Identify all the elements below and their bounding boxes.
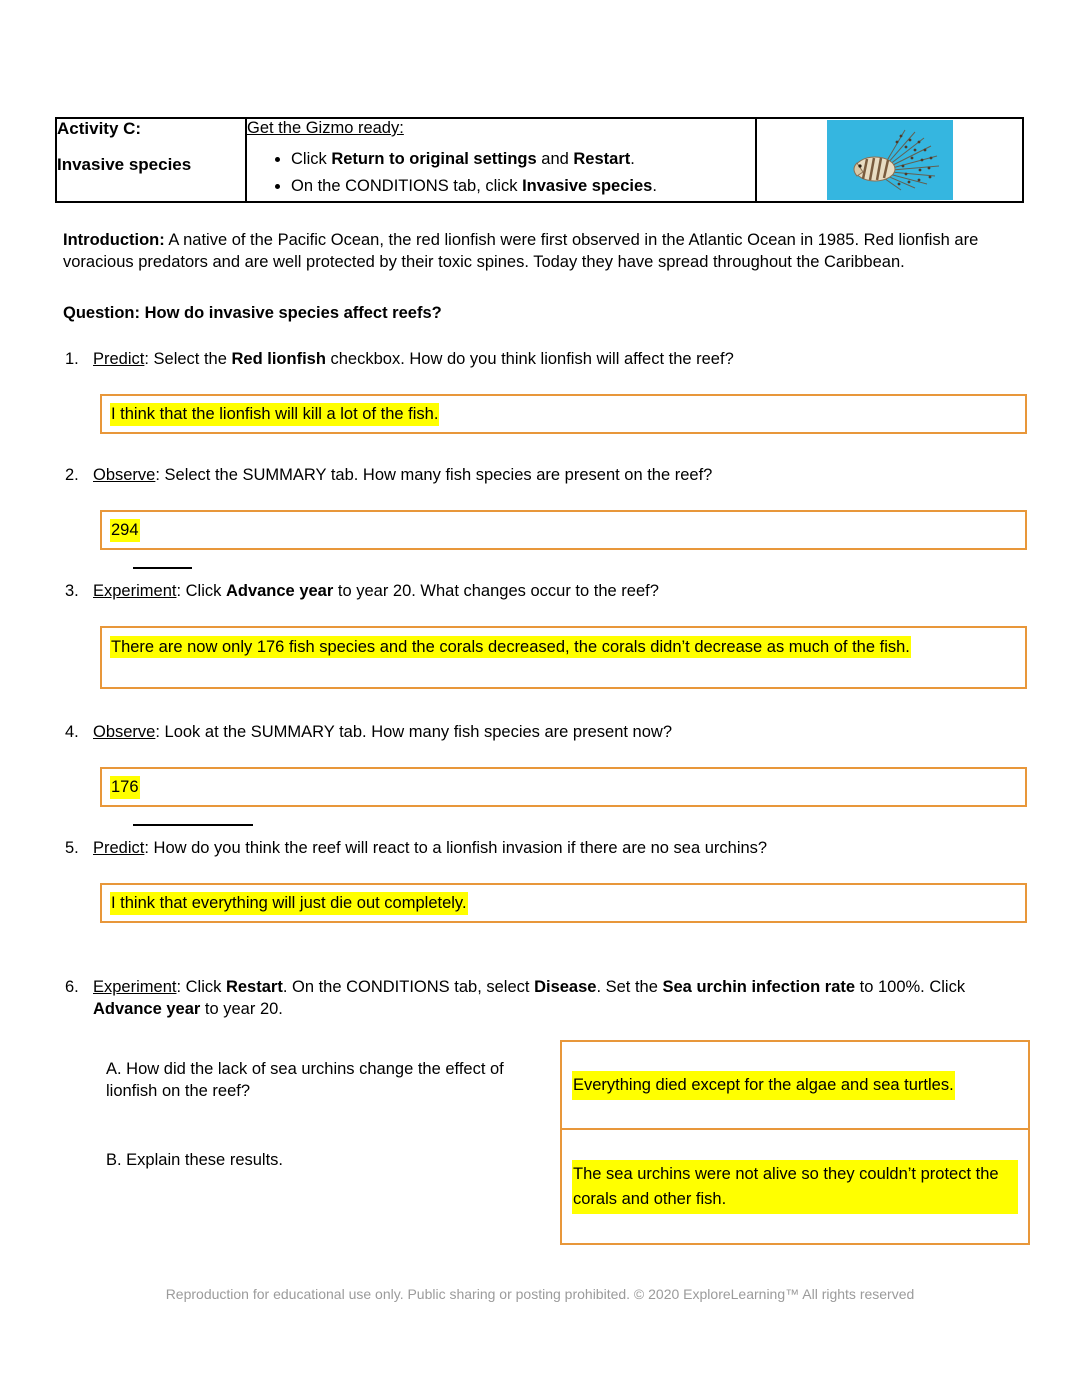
followup-question-a: A. How did the lack of sea urchins change the effect of lionfish on the reef? <box>106 1060 504 1100</box>
followup-questions <box>55 1040 560 1245</box>
answer-3-text: There are now only 176 fish species and the corals decreased, the corals didn’t decrease as much of the fish. <box>111 638 910 656</box>
item-1-number: 1. <box>65 350 79 368</box>
answer-box-5[interactable] <box>100 883 1027 923</box>
item-6-prompt: 6. Experiment: Click Restart. On the CONDITIONS tab, select Disease. Set the Sea urchin infection rate to 100%. Click Advance year to year 20. <box>65 978 966 1018</box>
followup-section <box>55 1040 1080 1245</box>
answer-5-text: I think that everything will just die out completely. <box>110 892 468 915</box>
answer-box-1[interactable] <box>100 394 1027 434</box>
copyright-footer: Reproduction for educational use only. Public sharing or posting prohibited. © 2020 ExploreLearning™ All rights reserved <box>165 1286 915 1302</box>
followup-answer-a-text: Everything died except for the algae and sea turtles. <box>572 1071 955 1100</box>
followup-answers <box>560 1040 1030 1245</box>
blank-underline-1 <box>133 566 192 569</box>
item-3-number: 3. <box>65 582 79 600</box>
item-3-prompt: 3. Experiment: Click Advance year to year 20. What changes occur to the reef? <box>65 582 659 600</box>
item-2-prompt: 2. Observe: Select the SUMMARY tab. How many fish species are present on the reef? <box>65 466 713 484</box>
gizmo-ready-cell <box>246 118 756 202</box>
followup-answer-box-b[interactable] <box>560 1128 1030 1245</box>
item-5-prompt: 5. Predict: How do you think the reef will react to a lionfish invasion if there are no sea urchins? <box>65 839 768 857</box>
gizmo-ready-table <box>55 117 1024 203</box>
followup-answer-b-text: The sea urchins were not alive so they couldn’t protect the corals and other fish. <box>572 1160 1018 1214</box>
answer-4-text: 176 <box>110 776 140 799</box>
item-4-prompt: 4. Observe: Look at the SUMMARY tab. How many fish species are present now? <box>65 723 672 741</box>
answer-1-text: I think that the lionfish will kill a lot of the fish. <box>110 403 439 426</box>
gizmo-bullet-1: • Click Return to original settings and Restart. <box>291 147 755 171</box>
followup-question-b: B. Explain these results. <box>106 1151 284 1169</box>
item-6-number: 6. <box>65 978 79 996</box>
answer-box-2[interactable] <box>100 510 1027 550</box>
photo-cell <box>756 118 1023 202</box>
gizmo-bullet-2: • On the CONDITIONS tab, click Invasive species. <box>291 174 755 198</box>
answer-box-3[interactable] <box>100 626 1027 689</box>
followup-answer-box-a[interactable] <box>560 1040 1030 1130</box>
gizmo-ready-bullets <box>247 147 755 198</box>
intro-paragraph: Introduction: A native of the Pacific Ocean, the red lionfish were first observed in the Atlantic Ocean in 1985. Red lionfish are voracious predators and are well protected by their toxic spines. Today they have spread throughout the Caribbean. <box>63 231 979 271</box>
gizmo-ready-title: Get the Gizmo ready: <box>247 119 404 137</box>
item-1-prompt: 1. Predict: Select the Red lionfish checkbox. How do you think lionfish will affect the reef? <box>65 350 734 368</box>
item-5-number: 5. <box>65 839 79 857</box>
item-4-number: 4. <box>65 723 79 741</box>
answer-2-text: 294 <box>110 519 140 542</box>
blank-underline-2 <box>133 823 253 826</box>
answer-box-4[interactable] <box>100 767 1027 807</box>
lionfish-photo <box>827 120 953 200</box>
question-heading: Question: How do invasive species affect reefs? <box>63 304 442 322</box>
item-2-number: 2. <box>65 466 79 484</box>
activity-cell <box>56 118 246 202</box>
activity-label: Activity C: <box>57 119 142 138</box>
activity-name: Invasive species <box>57 155 192 174</box>
